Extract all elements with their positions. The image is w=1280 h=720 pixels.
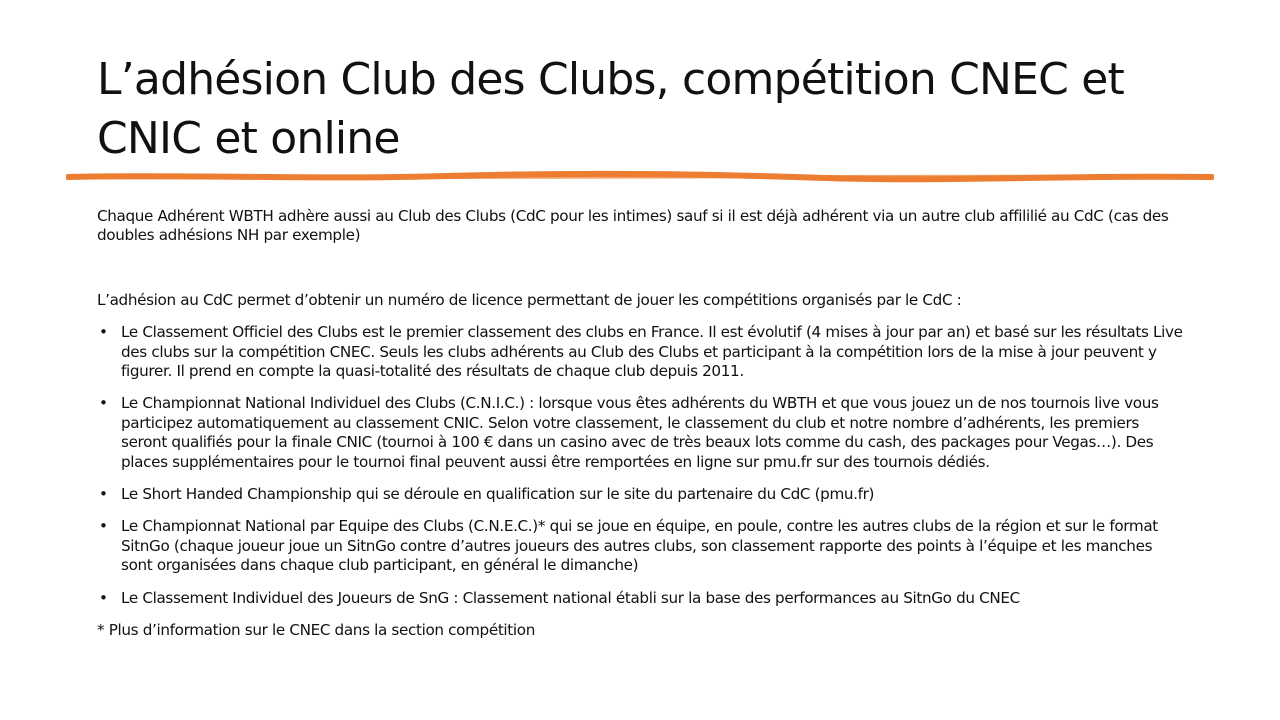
- list-item: [97, 394, 1187, 472]
- bullet-icon: •: [99, 323, 108, 342]
- list-item: [97, 323, 1187, 381]
- lead-paragraph: L’adhésion au CdC permet d’obtenir un numéro de licence permettant de jouer les compétitions organisés par le CdC :: [97, 290, 962, 309]
- list-item-text: Le Championnat National Individuel des Clubs (C.N.I.C.) : lorsque vous êtes adhérents du WBTH et que vous jouez un de nos tournois live vous participez automatiquement au classement CNIC. Selon votre classement, le classement du club et notre nombre d’adhérents, les premiers seront qualifiés pour la finale CNIC (tournoi à 100 € dans un casino avec de très beaux lots comme du cash, des packages pour Vegas…). Des places supplémentaires pour le tournoi final peuvent aussi être remportées en ligne sur pmu.fr sur des tournois dédiés.: [121, 394, 1159, 471]
- bullet-icon: •: [99, 394, 108, 413]
- footnote: * Plus d’information sur le CNEC dans la section compétition: [97, 621, 535, 640]
- list-item-text: Le Classement Officiel des Clubs est le premier classement des clubs en France. Il est évolutif (4 mises à jour par an) et basé sur les résultats Live des clubs sur la compétition CNEC. Seuls les clubs adhérents au Club des Clubs et participant à la compétition lors de la mise à jour peuvent y figurer. Il prend en compte la quasi-totalité des résultats de chaque club depuis 2011.: [121, 323, 1183, 381]
- list-item: [97, 517, 1187, 575]
- list-item-text: Le Classement Individuel des Joueurs de SnG : Classement national établi sur la base des performances au SitnGo du CNEC: [121, 588, 1020, 607]
- slide-body: [97, 207, 1187, 641]
- bullet-icon: •: [99, 517, 108, 536]
- slide-title: L’adhésion Club des Clubs, compétition CNEC et CNIC et online: [97, 54, 1124, 164]
- list-item: [97, 485, 1187, 504]
- list-item-text: Le Championnat National par Equipe des Clubs (C.N.E.C.)* qui se joue en équipe, en poule, contre les autres clubs de la région et sur le format SitnGo (chaque joueur joue un SitnGo contre d’autres joueurs des autres clubs, son classement rapporte des points à l’équipe et les manches sont organisées dans chaque club participant, en général le dimanche): [121, 517, 1158, 575]
- title-underline: [66, 170, 1214, 184]
- bullet-list: [97, 323, 1187, 608]
- list-item-text: Le Short Handed Championship qui se déroule en qualification sur le site du partenaire du CdC (pmu.fr): [121, 485, 875, 504]
- bullet-icon: •: [99, 485, 108, 504]
- list-item: [97, 589, 1187, 608]
- intro-paragraph: Chaque Adhérent WBTH adhère aussi au Club des Clubs (CdC pour les intimes) sauf si il est déjà adhérent via un autre club affililié au CdC (cas des doubles adhésions NH par exemple): [97, 207, 1169, 245]
- bullet-icon: •: [99, 588, 108, 607]
